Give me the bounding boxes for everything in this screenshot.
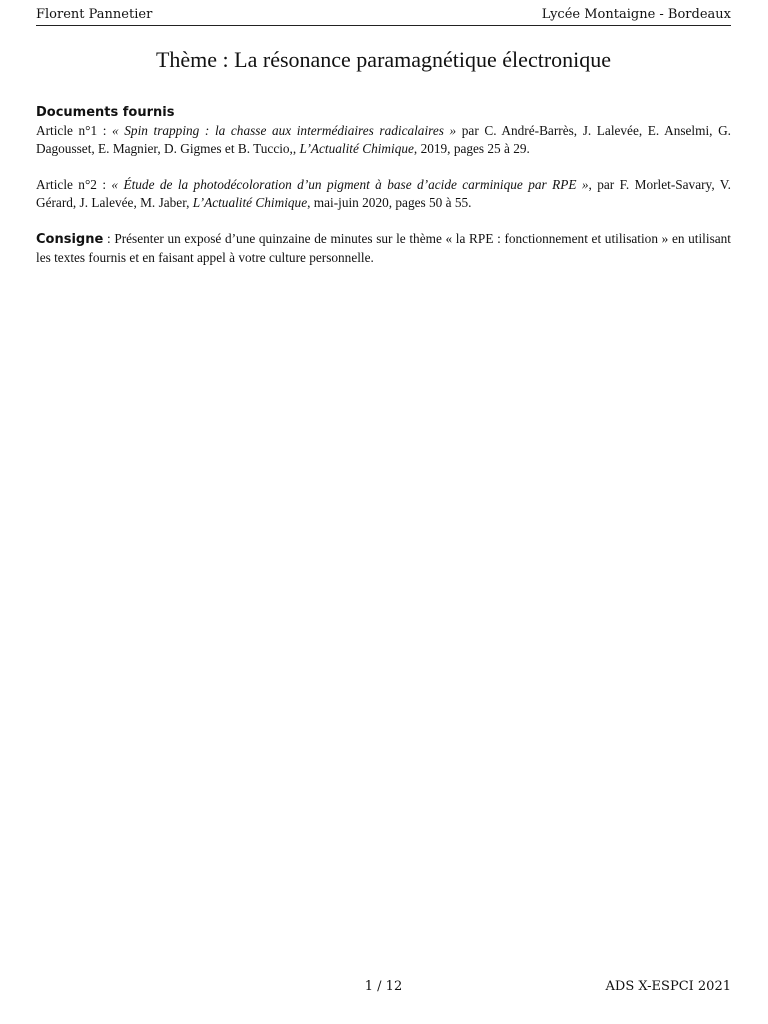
consigne-text: : Présenter un exposé d’une quinzaine de minutes sur le thème « la RPE : fonctionnement et utilisation » en utilisant les textes fournis et en faisant appel à votre culture personnelle. (36, 231, 731, 265)
article-1 (36, 122, 731, 158)
page-number: 1 / 12 (364, 979, 403, 994)
article-2-journal: L’Actualité Chimique (192, 195, 308, 210)
article-2-label: Article n°2 : (36, 177, 112, 192)
article-1-journal: L’Actualité Chimique (299, 141, 414, 156)
article-1-authors: par C. André-Barrès, J. Lalevée, E. Anselmi, G. Dagousset, E. Magnier, D. Gigmes et B. Tuccio,, (36, 123, 732, 156)
documents-heading: Documents fournis (36, 105, 175, 120)
article-2-details: , mai-juin 2020, pages 50 à 55. (307, 195, 472, 210)
document-body (36, 104, 731, 267)
article-2 (36, 176, 731, 212)
consigne-paragraph (36, 230, 731, 267)
article-1-details: , 2019, pages 25 à 29. (413, 141, 530, 156)
article-1-label: Article n°1 : (36, 123, 113, 138)
document-page (36, 0, 731, 1024)
article-2-title: « Étude de la photodécoloration d’un pigment à base d’acide carminique par RPE » (111, 177, 589, 192)
page-footer (36, 978, 731, 998)
header-author: Florent Pannetier (36, 7, 153, 22)
article-2-authors: , par F. Morlet-Savary, V. Gérard, J. Lalevée, M. Jaber, (36, 177, 732, 210)
header-school: Lycée Montaigne - Bordeaux (541, 7, 731, 22)
running-header (36, 5, 731, 26)
consigne-label: Consigne (36, 232, 104, 247)
page-title: Thème : La résonance paramagnétique électronique (155, 47, 612, 72)
article-1-title: « Spin trapping : la chasse aux intermédiaires radicalaires » (112, 123, 457, 138)
footer-exam: ADS X-ESPCI 2021 (605, 979, 731, 994)
